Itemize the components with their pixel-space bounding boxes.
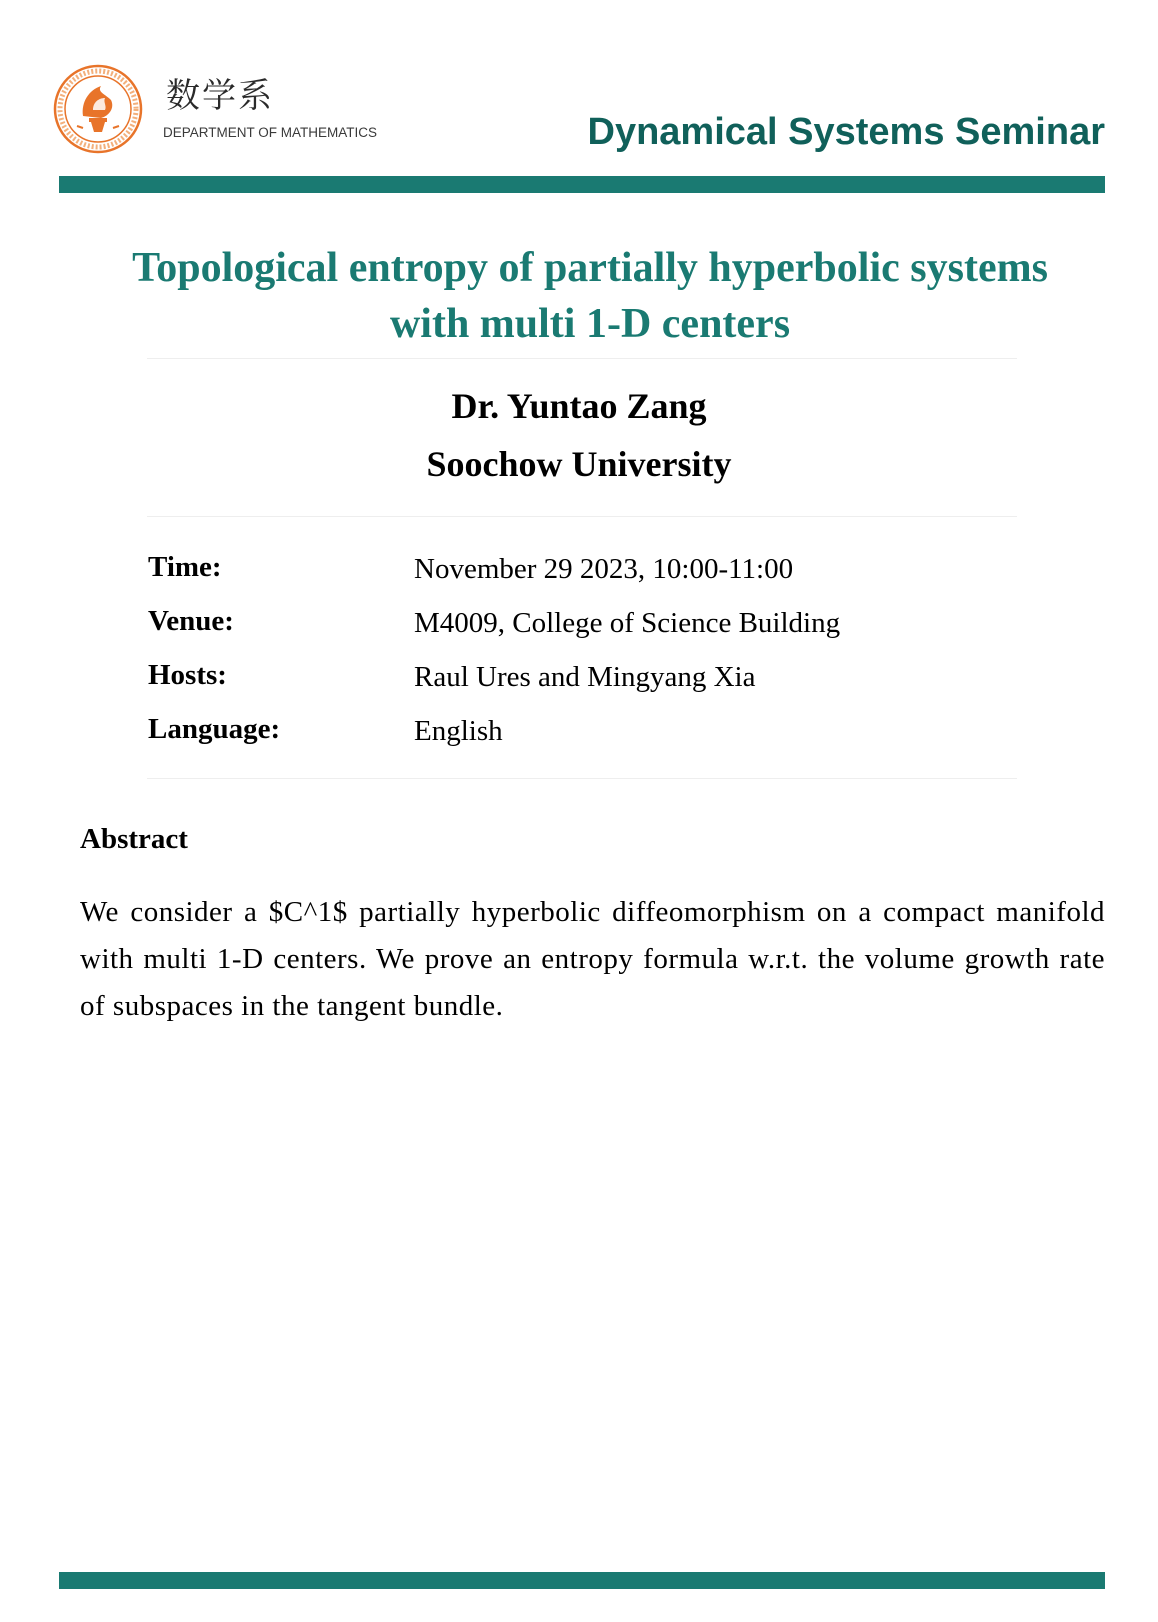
abstract-text: We consider a $C^1$ partially hyperbolic diffeomorphism on a compact manifold with multi 1-D centers. We prove an entropy formula w.r.t. the volume growth rate of subspaces in the tangent bundle. (80, 896, 1105, 1022)
language-label: Language: (148, 713, 281, 745)
seminar-series-title: Dynamical Systems Seminar (587, 111, 1105, 153)
time-value: November 29 2023, 10:00-11:00 (414, 553, 794, 585)
department-name-chinese: 数学系 (166, 76, 274, 116)
venue-label: Venue: (148, 605, 234, 637)
language-value: English (414, 715, 503, 747)
university-emblem-icon (53, 64, 143, 154)
speaker-name: Dr. Yuntao Zang (451, 386, 707, 426)
department-name-english: DEPARTMENT OF MATHEMATICS (163, 125, 378, 140)
speaker-affiliation: Soochow University (426, 444, 732, 484)
title-divider (147, 358, 1017, 359)
talk-title-line-2: with multi 1-D centers (389, 301, 791, 347)
header (0, 0, 1158, 190)
details-divider (147, 778, 1017, 779)
header-divider (59, 176, 1105, 193)
speaker-divider (147, 516, 1017, 517)
footer-divider (59, 1572, 1105, 1589)
venue-value: M4009, College of Science Building (414, 607, 841, 639)
talk-title-line-1: Topological entropy of partially hyperbolic systems (132, 245, 1048, 291)
time-label: Time: (148, 551, 222, 583)
abstract-heading: Abstract (80, 823, 188, 855)
hosts-value: Raul Ures and Mingyang Xia (414, 661, 756, 693)
hosts-label: Hosts: (148, 659, 227, 691)
talk-title (70, 240, 1110, 352)
